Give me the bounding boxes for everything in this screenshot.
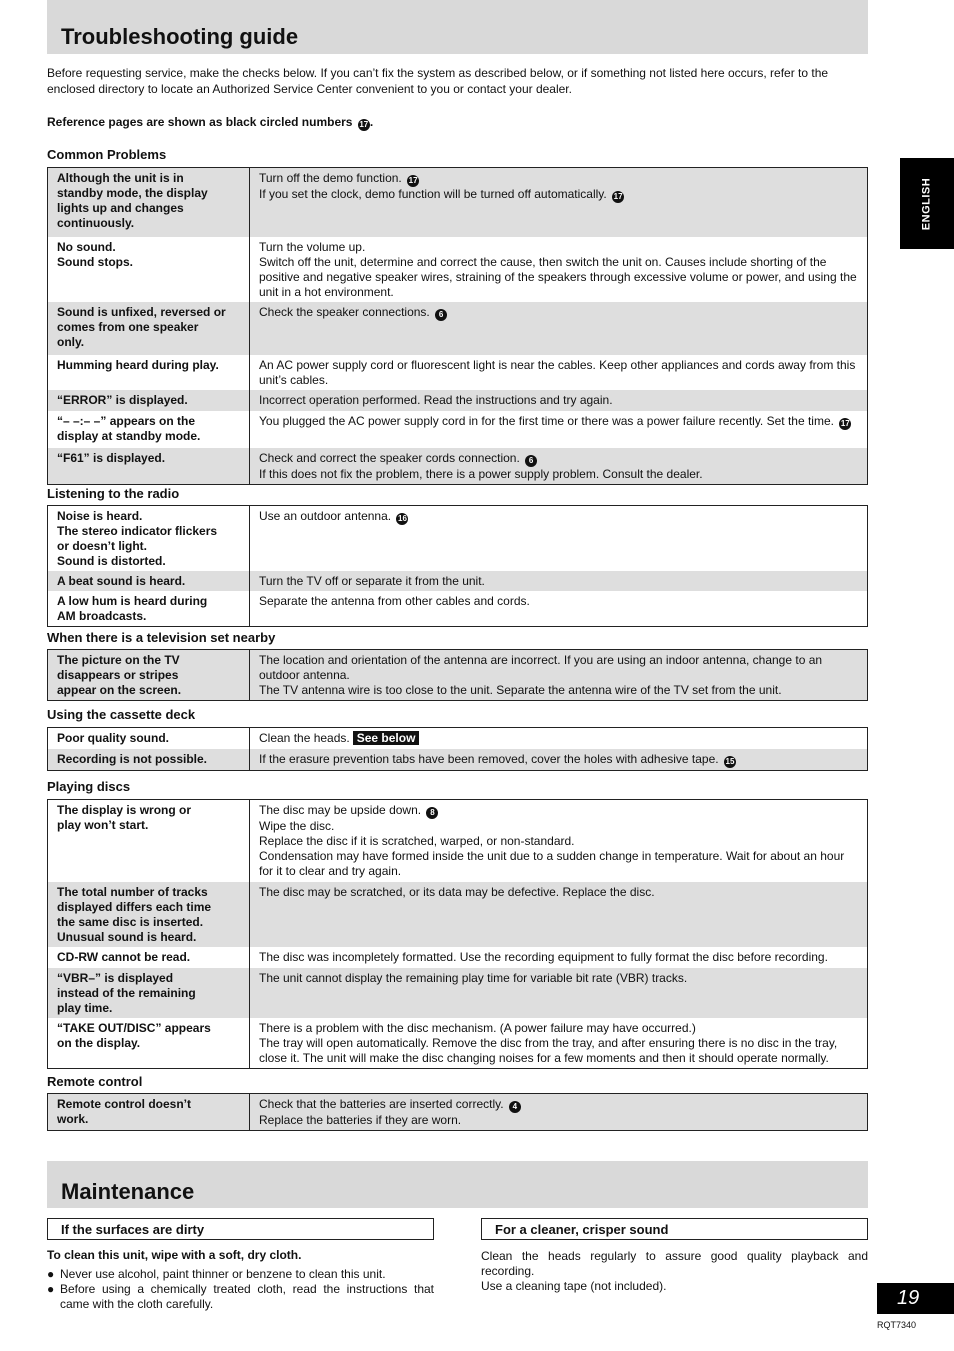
problem-text: instead of the remaining [57, 985, 196, 1000]
problem-text: “ERROR” is displayed. [57, 392, 188, 407]
solution-line [259, 885, 858, 900]
section-title: Listening to the radio [47, 486, 180, 501]
problem-text: Poor quality sound. [57, 731, 170, 745]
problem-text: work. [57, 1112, 89, 1126]
troubleshooting-banner [47, 0, 868, 54]
circled-number-icon: 17 [840, 418, 850, 428]
solution-cell [250, 302, 868, 355]
problem-text: on the display. [57, 1035, 141, 1050]
reference-note-text: Reference pages are shown as black circled numbers [47, 115, 353, 129]
problem-text: Sound is distorted. [57, 554, 166, 568]
solution-text: The tray will open automatically. Remove the disc from the tray, and after ensuring there is no disc in the tray, close it. The unit will make the disc changing noises for a few moments and then it should operate normally. [259, 1035, 838, 1065]
table-row [48, 947, 868, 968]
reference-note [47, 115, 373, 131]
surfaces-dirty-heading: If the surfaces are dirty [47, 1218, 434, 1240]
table-row [48, 1018, 868, 1069]
solution-cell [250, 1018, 868, 1069]
page-title: Troubleshooting guide [61, 24, 299, 49]
maintenance-title: Maintenance [61, 1179, 195, 1204]
problem-text: “VBR–” is displayed [57, 970, 174, 985]
table-row [48, 650, 868, 701]
problem-text: lights up and changes [57, 201, 184, 215]
solution-text: Check that the batteries are inserted correctly. [259, 1097, 504, 1111]
problem-text: play time. [57, 1000, 113, 1015]
section-title: Remote control [47, 1074, 143, 1089]
problem-text: “F61” is displayed. [57, 450, 166, 465]
solution-line [259, 1021, 858, 1036]
problem-text: or doesn’t light. [57, 539, 147, 553]
problem-text: Recording is not possible. [57, 751, 208, 766]
solution-text: If you set the clock, demo function will be turned off automatically. [259, 187, 607, 201]
bullet-icon: ● [47, 1282, 55, 1296]
solution-line [259, 683, 858, 698]
table-row [48, 411, 868, 448]
solution-cell [250, 571, 868, 591]
solution-line [259, 849, 858, 879]
circled-number-icon: 4 [509, 1101, 521, 1113]
problem-text: Sound stops. [57, 254, 133, 269]
solution-text: The disc may be upside down. [259, 803, 422, 817]
cleaner-sound-text: Clean the heads regularly to assure good quality playback and recording. Use a cleaning tape (not included). [481, 1249, 868, 1293]
troubleshooting-table [47, 505, 868, 627]
solution-text: There is a problem with the disc mechanism. (A power failure may have occurred.) [259, 1020, 696, 1035]
list-item: ● Before using a chemically treated cloth, read the instructions that came with the cloth carefully. [47, 1282, 434, 1311]
circled-number-icon: 6 [435, 309, 447, 321]
problem-cell [48, 728, 250, 749]
model-code: RQT7340 [877, 1320, 917, 1330]
solution-line [259, 451, 858, 467]
solution-text: Check and correct the speaker cords connection. [259, 450, 520, 465]
solution-cell [250, 168, 868, 237]
problem-cell [48, 237, 250, 302]
problem-cell [48, 591, 250, 627]
solution-text: Turn the volume up. [259, 239, 366, 254]
problem-cell [48, 1094, 250, 1131]
language-tab-label: ENGLISH [920, 177, 933, 230]
problem-text: displayed differs each time [57, 899, 212, 914]
problem-text: Although the unit is in [57, 171, 184, 185]
solution-line [259, 752, 858, 768]
problem-text: Humming heard during play. [57, 357, 219, 372]
problem-cell [48, 749, 250, 771]
solution-line [259, 731, 858, 746]
solution-text: Replace the disc if it is scratched, warped, or non-standard. [259, 834, 575, 848]
problem-text: the same disc is inserted. [57, 914, 204, 929]
solution-text: Use an outdoor antenna. [259, 509, 392, 523]
solution-line [259, 803, 858, 819]
problem-text: No sound. [57, 239, 116, 254]
solution-line [259, 255, 858, 300]
solution-text: Replace the batteries if they are worn. [259, 1113, 462, 1127]
problem-text: The display is wrong or [57, 803, 192, 817]
solution-line [259, 1097, 858, 1113]
problem-text: The total number of tracks [57, 884, 208, 899]
solution-cell [250, 882, 868, 947]
section-title: When there is a television set nearby [47, 630, 276, 645]
solution-line [259, 358, 858, 388]
problem-cell [48, 571, 250, 591]
circled-number-icon: 6 [525, 455, 537, 467]
problem-cell [48, 390, 250, 411]
problem-text: comes from one speaker [57, 319, 199, 334]
solution-cell [250, 448, 868, 485]
solution-cell [250, 947, 868, 968]
solution-text: The disc was incompletely formatted. Use the recording equipment to fully format the disc before recording. [259, 949, 828, 964]
list-item: ● Never use alcohol, paint thinner or benzene to clean this unit. [47, 1267, 386, 1281]
solution-line [259, 393, 858, 408]
problem-text: A beat sound is heard. [57, 574, 186, 588]
problem-cell [48, 302, 250, 355]
solution-text: Wipe the disc. [259, 819, 335, 833]
solution-text: The unit cannot display the remaining play time for variable bit rate (VBR) tracks. [259, 970, 688, 985]
cleaner-sound-heading: For a cleaner, crisper sound [481, 1218, 868, 1240]
table-row [48, 506, 868, 572]
problem-text: Unusual sound is heard. [57, 929, 197, 944]
troubleshooting-table [47, 799, 868, 1069]
circled-number-icon: 16 [398, 514, 407, 523]
section-title: Common Problems [47, 147, 167, 162]
solution-text: Turn the TV off or separate it from the unit. [259, 574, 485, 588]
solution-text: Condensation may have formed inside the unit due to a sudden change in temperature. Wait for about an hour for it to clear and try again. [259, 849, 845, 878]
solution-text: Switch off the unit, determine and correct the cause, then switch the unit on. Causes include shorting of the positive and negative speaker wires, straining of the speakers through excessive volume or power, and using the unit in a hot environment. [259, 254, 857, 299]
solution-line [259, 414, 858, 430]
problem-cell [48, 1018, 250, 1069]
problem-text: “TAKE OUT/DISC” appears [57, 1020, 211, 1035]
problem-cell [48, 168, 250, 237]
solution-text: Clean the heads. [259, 731, 350, 745]
problem-cell [48, 882, 250, 947]
problem-text: Sound is unfixed, reversed or [57, 304, 226, 319]
table-row [48, 237, 868, 302]
table-row [48, 448, 868, 485]
problem-cell [48, 355, 250, 390]
solution-line [259, 834, 858, 849]
solution-line [259, 971, 858, 986]
table-row [48, 390, 868, 411]
table-row [48, 968, 868, 1018]
solution-text: The TV antenna wire is too close to the unit. Separate the antenna wire of the TV set from the unit. [259, 683, 782, 697]
solution-line [259, 574, 858, 589]
solution-line [259, 1113, 858, 1128]
problem-text: “– –:– –” appears on the [57, 413, 196, 428]
table-row [48, 168, 868, 237]
solution-cell [250, 650, 868, 701]
solution-text: The disc may be scratched, or its data may be defective. Replace the disc. [259, 884, 655, 899]
problem-cell [48, 968, 250, 1018]
solution-text: An AC power supply cord or fluorescent light is near the cables. Keep other appliances and cords away from this unit’s cables. [259, 357, 856, 387]
solution-text: Turn off the demo function. [259, 171, 402, 185]
table-row [48, 749, 868, 771]
problem-cell [48, 506, 250, 572]
problem-cell [48, 800, 250, 882]
problem-cell [48, 411, 250, 448]
see-below-tag: See below [353, 731, 420, 745]
section-title: Playing discs [47, 779, 131, 794]
solution-text: Incorrect operation performed. Read the instructions and try again. [259, 392, 613, 407]
solution-line [259, 305, 858, 321]
solution-cell [250, 390, 868, 411]
solution-line [259, 240, 858, 255]
solution-cell [250, 800, 868, 882]
problem-cell [48, 947, 250, 968]
cleaning-bullets [47, 1267, 434, 1312]
solution-cell [250, 591, 868, 627]
problem-text: continuously. [57, 216, 135, 230]
table-row [48, 728, 868, 749]
problem-text: Remote control doesn’t [57, 1097, 192, 1111]
table-row [48, 1094, 868, 1131]
problem-text: only. [57, 334, 85, 349]
bullet-icon: ● [47, 1267, 55, 1281]
table-row [48, 800, 868, 882]
solution-line [259, 819, 858, 834]
circled-number-icon: 17 [613, 192, 623, 201]
problem-text: CD-RW cannot be read. [57, 949, 191, 964]
reference-note-end: . [369, 115, 374, 129]
solution-cell [250, 237, 868, 302]
problem-text: display at standby mode. [57, 428, 201, 443]
problem-text: appear on the screen. [57, 683, 182, 697]
problem-text: The picture on the TV [57, 653, 180, 667]
troubleshooting-table [47, 727, 868, 771]
solution-cell [250, 355, 868, 390]
solution-cell [250, 506, 868, 572]
solution-cell [250, 749, 868, 771]
section-title: Using the cassette deck [47, 707, 196, 722]
problem-text: play won’t start. [57, 818, 149, 832]
circled-number-icon: 17 [408, 176, 418, 185]
cleaning-lead: To clean this unit, wipe with a soft, dry cloth. [47, 1248, 302, 1262]
circled-number-icon: 15 [725, 756, 735, 766]
language-tab [900, 158, 954, 249]
solution-line [259, 467, 858, 482]
table-row [48, 355, 868, 390]
intro-paragraph: Before requesting service, make the checks below. If you can’t fix the system as described below, or if something not listed here occurs, refer to the enclosed directory to locate an Authorized Service Center convenient to you or contact your dealer. [47, 66, 829, 96]
circled-number-icon: 8 [426, 807, 438, 819]
solution-text: If the erasure prevention tabs have been removed, cover the holes with adhesive tape. [259, 751, 719, 766]
solution-text: If this does not fix the problem, there is a power supply problem. Consult the dealer. [259, 466, 703, 481]
solution-line [259, 187, 858, 203]
solution-cell [250, 728, 868, 749]
solution-line [259, 594, 858, 609]
solution-line [259, 1036, 858, 1066]
problem-text: The stereo indicator flickers [57, 524, 218, 538]
solution-text: You plugged the AC power supply cord in for the first time or there was a power failure recently. Set the time. [259, 413, 834, 428]
maintenance-banner [47, 1161, 868, 1208]
troubleshooting-table [47, 1093, 868, 1131]
troubleshooting-table [47, 649, 868, 701]
problem-text: standby mode, the display [57, 186, 208, 200]
problem-text: A low hum is heard during [57, 594, 208, 608]
table-row [48, 302, 868, 355]
solution-cell [250, 968, 868, 1018]
problem-cell [48, 650, 250, 701]
solution-line [259, 653, 858, 683]
solution-text: Separate the antenna from other cables and cords. [259, 594, 530, 608]
solution-text: Check the speaker connections. [259, 304, 430, 319]
page-number: 19 [877, 1283, 954, 1314]
table-row [48, 571, 868, 591]
solution-line [259, 509, 858, 525]
problem-text: Noise is heard. [57, 509, 143, 523]
problem-cell [48, 448, 250, 485]
solution-line [259, 950, 858, 965]
table-row [48, 882, 868, 947]
problem-text: disappears or stripes [57, 668, 179, 682]
solution-cell [250, 411, 868, 448]
table-row [48, 591, 868, 627]
solution-line [259, 171, 858, 187]
problem-text: AM broadcasts. [57, 609, 147, 623]
circled-number-icon: 17 [359, 120, 369, 129]
solution-cell [250, 1094, 868, 1131]
troubleshooting-table [47, 167, 868, 485]
solution-text: The location and orientation of the antenna are incorrect. If you are using an indoor antenna, change to an outdoor antenna. [259, 653, 823, 682]
